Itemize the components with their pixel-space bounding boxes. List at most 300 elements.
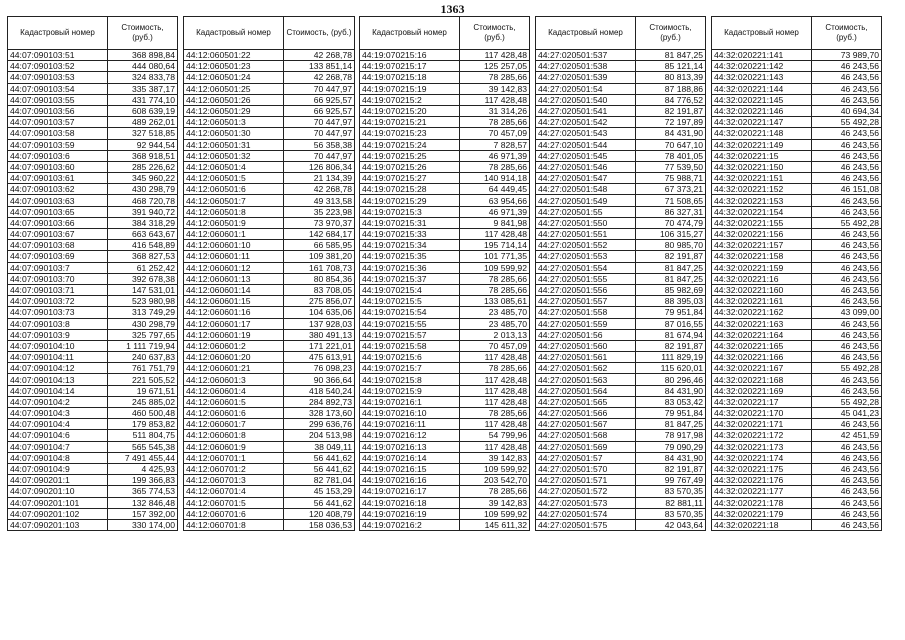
- cost-cell: 384 318,29: [108, 217, 178, 228]
- cadastral-number-cell: 44:27:020501:564: [536, 385, 636, 396]
- table-row: [536, 50, 706, 61]
- table-row: [360, 262, 530, 273]
- cadastral-number-cell: 44:27:020501:570: [536, 463, 636, 474]
- cadastral-number-cell: 44:32:020221:151: [712, 173, 812, 184]
- table-row: [184, 497, 355, 508]
- table-row: [360, 441, 530, 452]
- cadastral-number-cell: 44:32:020221:15: [712, 150, 812, 161]
- cadastral-number-cell: 44:19:070216:13: [360, 441, 460, 452]
- cadastral-number-cell: 44:19:070215:2: [360, 94, 460, 105]
- table-row: [8, 463, 178, 474]
- table-row: [8, 50, 178, 61]
- cost-cell: 70 457,09: [460, 340, 530, 351]
- cost-cell: 126 806,34: [284, 161, 355, 172]
- cadastral-number-cell: 44:32:020221:173: [712, 441, 812, 452]
- cadastral-table: [7, 16, 178, 531]
- cadastral-number-cell: 44:27:020501:547: [536, 173, 636, 184]
- cost-cell: 99 767,49: [636, 475, 706, 486]
- cost-cell: 157 392,00: [108, 508, 178, 519]
- cadastral-number-cell: 44:19:070215:54: [360, 307, 460, 318]
- cadastral-number-cell: 44:19:070216:18: [360, 497, 460, 508]
- cost-cell: 39 142,83: [460, 497, 530, 508]
- cadastral-number-cell: 44:12:060601:20: [184, 352, 284, 363]
- cadastral-number-cell: 44:32:020221:168: [712, 374, 812, 385]
- table-row: [536, 307, 706, 318]
- cost-cell: 63 954,66: [460, 195, 530, 206]
- cadastral-number-cell: 44:07:090104:7: [8, 441, 108, 452]
- cadastral-number-cell: 44:32:020221:159: [712, 262, 812, 273]
- cadastral-number-cell: 44:07:090103:67: [8, 229, 108, 240]
- cost-cell: 81 847,25: [636, 273, 706, 284]
- table-row: [360, 497, 530, 508]
- table-row: [712, 94, 882, 105]
- table-row: [8, 150, 178, 161]
- table-row: [712, 441, 882, 452]
- table-row: [360, 206, 530, 217]
- table-row: [536, 296, 706, 307]
- table-row: [184, 519, 355, 530]
- table-row: [184, 273, 355, 284]
- table-row: [536, 396, 706, 407]
- table-row: [184, 161, 355, 172]
- cost-cell: 78 285,66: [460, 363, 530, 374]
- table-row: [712, 519, 882, 530]
- table-row: [712, 105, 882, 116]
- cadastral-number-cell: 44:32:020221:141: [712, 50, 812, 61]
- table-row: [536, 139, 706, 150]
- table-row: [536, 117, 706, 128]
- cadastral-number-cell: 44:07:090103:63: [8, 195, 108, 206]
- header-cost: Стоимость, (руб.): [284, 17, 355, 50]
- cadastral-number-cell: 44:07:090103:71: [8, 284, 108, 295]
- cost-cell: 42 268,78: [284, 184, 355, 195]
- cost-cell: 142 684,17: [284, 229, 355, 240]
- table-row: [536, 206, 706, 217]
- header-cost: Стоимость, (руб.): [812, 17, 882, 50]
- table-row: [360, 363, 530, 374]
- cadastral-number-cell: 44:19:070216:2: [360, 519, 460, 530]
- cadastral-number-cell: 44:07:090103:70: [8, 273, 108, 284]
- cadastral-number-cell: 44:19:070216:1: [360, 396, 460, 407]
- cadastral-number-cell: 44:12:060601:8: [184, 430, 284, 441]
- cost-cell: 117 428,48: [460, 94, 530, 105]
- cost-cell: 125 257,05: [460, 61, 530, 72]
- cost-cell: 468 720,78: [108, 195, 178, 206]
- table-row: [360, 217, 530, 228]
- cadastral-number-cell: 44:32:020221:145: [712, 94, 812, 105]
- cadastral-number-cell: 44:32:020221:142: [712, 61, 812, 72]
- table-row: [536, 463, 706, 474]
- cadastral-number-cell: 44:19:070216:10: [360, 408, 460, 419]
- cost-cell: 49 313,58: [284, 195, 355, 206]
- table-row: [184, 262, 355, 273]
- cadastral-number-cell: 44:32:020221:164: [712, 329, 812, 340]
- table-row: [712, 430, 882, 441]
- cadastral-number-cell: 44:12:060601:11: [184, 251, 284, 262]
- cost-cell: 80 813,39: [636, 72, 706, 83]
- table-row: [536, 508, 706, 519]
- cadastral-table: [183, 16, 355, 531]
- table-row: [360, 284, 530, 295]
- table-row: [8, 206, 178, 217]
- cost-cell: 78 917,98: [636, 430, 706, 441]
- cadastral-number-cell: 44:32:020221:169: [712, 385, 812, 396]
- cadastral-number-cell: 44:12:060501:24: [184, 72, 284, 83]
- cost-cell: 46 243,56: [812, 463, 882, 474]
- cadastral-number-cell: 44:32:020221:158: [712, 251, 812, 262]
- cadastral-number-cell: 44:27:020501:552: [536, 240, 636, 251]
- cost-cell: 46 243,56: [812, 229, 882, 240]
- cost-cell: 84 776,52: [636, 94, 706, 105]
- tables-container: [7, 16, 900, 636]
- table-row: [712, 374, 882, 385]
- header-row: [536, 17, 706, 50]
- cadastral-number-cell: 44:12:060601:17: [184, 318, 284, 329]
- table-row: [712, 262, 882, 273]
- cadastral-number-cell: 44:12:060601:9: [184, 441, 284, 452]
- cadastral-number-cell: 44:07:090103:52: [8, 61, 108, 72]
- cost-cell: 85 982,69: [636, 284, 706, 295]
- table-row: [712, 139, 882, 150]
- cost-cell: 158 036,53: [284, 519, 355, 530]
- table-row: [184, 117, 355, 128]
- cost-cell: 46 243,56: [812, 352, 882, 363]
- cost-cell: 73 989,70: [812, 50, 882, 61]
- cadastral-number-cell: 44:07:090103:68: [8, 240, 108, 251]
- cost-cell: 87 016,55: [636, 318, 706, 329]
- table-row: [184, 475, 355, 486]
- cadastral-number-cell: 44:19:070216:15: [360, 463, 460, 474]
- cost-cell: 42 451,59: [812, 430, 882, 441]
- table-row: [8, 508, 178, 519]
- table-row: [712, 195, 882, 206]
- cadastral-number-cell: 44:32:020221:162: [712, 307, 812, 318]
- table-row: [360, 229, 530, 240]
- cost-cell: 46 243,56: [812, 284, 882, 295]
- cadastral-number-cell: 44:12:060501:29: [184, 105, 284, 116]
- table-row: [184, 508, 355, 519]
- cadastral-number-cell: 44:32:020221:167: [712, 363, 812, 374]
- cost-cell: 324 833,78: [108, 72, 178, 83]
- table-row: [184, 307, 355, 318]
- table-row: [536, 340, 706, 351]
- table-row: [360, 251, 530, 262]
- table-row: [184, 206, 355, 217]
- table-row: [184, 229, 355, 240]
- cadastral-number-cell: 44:19:070216:12: [360, 430, 460, 441]
- table-row: [712, 307, 882, 318]
- table-row: [712, 229, 882, 240]
- cost-cell: 82 191,87: [636, 463, 706, 474]
- cost-cell: 79 951,84: [636, 307, 706, 318]
- cadastral-number-cell: 44:07:090104:8: [8, 452, 108, 463]
- cadastral-number-cell: 44:27:020501:550: [536, 217, 636, 228]
- table-row: [184, 340, 355, 351]
- table-row: [360, 396, 530, 407]
- cost-cell: 195 714,14: [460, 240, 530, 251]
- cost-cell: 46 243,56: [812, 139, 882, 150]
- cadastral-number-cell: 44:12:060501:26: [184, 94, 284, 105]
- cost-cell: 46 243,56: [812, 508, 882, 519]
- cadastral-number-cell: 44:12:060501:32: [184, 150, 284, 161]
- cadastral-number-cell: 44:07:090103:51: [8, 50, 108, 61]
- table-row: [536, 363, 706, 374]
- cadastral-number-cell: 44:32:020221:156: [712, 229, 812, 240]
- table-row: [8, 385, 178, 396]
- table-row: [360, 430, 530, 441]
- cadastral-number-cell: 44:12:060601:12: [184, 262, 284, 273]
- cadastral-number-cell: 44:12:060601:4: [184, 385, 284, 396]
- table-row: [536, 251, 706, 262]
- cadastral-number-cell: 44:19:070215:25: [360, 150, 460, 161]
- cost-cell: 101 771,35: [460, 251, 530, 262]
- cadastral-number-cell: 44:07:090103:66: [8, 217, 108, 228]
- table-row: [712, 408, 882, 419]
- table-row: [712, 83, 882, 94]
- cadastral-number-cell: 44:27:020501:555: [536, 273, 636, 284]
- cost-cell: 78 285,66: [460, 117, 530, 128]
- cadastral-number-cell: 44:27:020501:557: [536, 296, 636, 307]
- cadastral-number-cell: 44:27:020501:549: [536, 195, 636, 206]
- table-row: [712, 240, 882, 251]
- cadastral-number-cell: 44:12:060601:6: [184, 408, 284, 419]
- table-row: [184, 184, 355, 195]
- cadastral-number-cell: 44:27:020501:559: [536, 318, 636, 329]
- cost-cell: 90 366,64: [284, 374, 355, 385]
- cadastral-number-cell: 44:27:020501:561: [536, 352, 636, 363]
- cost-cell: 475 613,91: [284, 352, 355, 363]
- cost-cell: 46 243,56: [812, 273, 882, 284]
- table-row: [536, 128, 706, 139]
- cadastral-number-cell: 44:07:090103:61: [8, 173, 108, 184]
- table-row: [712, 497, 882, 508]
- table-row: [536, 385, 706, 396]
- cost-cell: 46 243,56: [812, 251, 882, 262]
- table-row: [536, 329, 706, 340]
- cost-cell: 55 492,28: [812, 217, 882, 228]
- cadastral-number-cell: 44:07:090103:60: [8, 161, 108, 172]
- table-row: [360, 296, 530, 307]
- cadastral-number-cell: 44:27:020501:544: [536, 139, 636, 150]
- cost-cell: 81 847,25: [636, 50, 706, 61]
- table-row: [536, 195, 706, 206]
- header-row: [360, 17, 530, 50]
- cost-cell: 430 298,79: [108, 184, 178, 195]
- cadastral-number-cell: 44:19:070215:4: [360, 284, 460, 295]
- cadastral-number-cell: 44:12:060601:19: [184, 329, 284, 340]
- cost-cell: 46 243,56: [812, 296, 882, 307]
- table-row: [184, 430, 355, 441]
- table-row: [712, 486, 882, 497]
- cadastral-number-cell: 44:32:020221:165: [712, 340, 812, 351]
- cadastral-number-cell: 44:27:020501:566: [536, 408, 636, 419]
- table-row: [8, 419, 178, 430]
- table-row: [8, 296, 178, 307]
- cost-cell: 46 243,56: [812, 262, 882, 273]
- cost-cell: 83 570,35: [636, 508, 706, 519]
- cost-cell: 83 708,05: [284, 284, 355, 295]
- cost-cell: 46 243,56: [812, 441, 882, 452]
- cadastral-number-cell: 44:07:090104:6: [8, 430, 108, 441]
- cadastral-number-cell: 44:12:060701:1: [184, 452, 284, 463]
- table-row: [712, 217, 882, 228]
- cost-cell: 45 153,29: [284, 486, 355, 497]
- cost-cell: 81 847,25: [636, 419, 706, 430]
- cost-cell: 285 226,62: [108, 161, 178, 172]
- cost-cell: 161 708,73: [284, 262, 355, 273]
- cadastral-number-cell: 44:07:090103:7: [8, 262, 108, 273]
- cadastral-number-cell: 44:32:020221:161: [712, 296, 812, 307]
- table-row: [8, 497, 178, 508]
- cadastral-number-cell: 44:32:020221:149: [712, 139, 812, 150]
- cost-cell: 117 428,48: [460, 229, 530, 240]
- table-row: [536, 72, 706, 83]
- cost-cell: 431 774,10: [108, 94, 178, 105]
- cost-cell: 77 539,50: [636, 161, 706, 172]
- cadastral-number-cell: 44:32:020221:175: [712, 463, 812, 474]
- table-row: [184, 396, 355, 407]
- cost-cell: 523 980,98: [108, 296, 178, 307]
- cadastral-number-cell: 44:32:020221:179: [712, 508, 812, 519]
- cadastral-number-cell: 44:07:090103:6: [8, 150, 108, 161]
- cost-cell: 55 492,28: [812, 396, 882, 407]
- cadastral-number-cell: 44:27:020501:541: [536, 105, 636, 116]
- cost-cell: 327 518,85: [108, 128, 178, 139]
- cost-cell: 46 243,56: [812, 329, 882, 340]
- table-row: [536, 161, 706, 172]
- table-row: [360, 452, 530, 463]
- cost-cell: 70 447,97: [284, 128, 355, 139]
- cadastral-number-cell: 44:19:070216:14: [360, 452, 460, 463]
- cost-cell: 179 853,82: [108, 419, 178, 430]
- cost-cell: 380 491,13: [284, 329, 355, 340]
- cadastral-number-cell: 44:19:070215:5: [360, 296, 460, 307]
- table-row: [536, 452, 706, 463]
- cost-cell: 43 099,00: [812, 307, 882, 318]
- table-row: [8, 452, 178, 463]
- header-cost: Стоимость, (руб.): [460, 17, 530, 50]
- cadastral-number-cell: 44:19:070215:18: [360, 72, 460, 83]
- cost-cell: 46 243,56: [812, 419, 882, 430]
- cadastral-number-cell: 44:12:060501:8: [184, 206, 284, 217]
- table-row: [8, 441, 178, 452]
- cadastral-number-cell: 44:07:090103:59: [8, 139, 108, 150]
- cost-cell: 70 447,97: [284, 83, 355, 94]
- table-row: [712, 72, 882, 83]
- cost-cell: 92 944,54: [108, 139, 178, 150]
- cost-cell: 46 243,56: [812, 240, 882, 251]
- cadastral-number-cell: 44:12:060701:8: [184, 519, 284, 530]
- table-row: [712, 508, 882, 519]
- cost-cell: 46 243,56: [812, 519, 882, 530]
- table-row: [360, 105, 530, 116]
- cost-cell: 78 285,66: [460, 408, 530, 419]
- cadastral-number-cell: 44:32:020221:143: [712, 72, 812, 83]
- cadastral-number-cell: 44:27:020501:558: [536, 307, 636, 318]
- table-row: [536, 441, 706, 452]
- cadastral-number-cell: 44:27:020501:575: [536, 519, 636, 530]
- cost-cell: 79 951,84: [636, 408, 706, 419]
- table-row: [360, 385, 530, 396]
- table-row: [184, 251, 355, 262]
- cost-cell: 88 395,03: [636, 296, 706, 307]
- cost-cell: 86 327,31: [636, 206, 706, 217]
- cost-cell: 75 988,71: [636, 173, 706, 184]
- table-row: [712, 251, 882, 262]
- cadastral-number-cell: 44:07:090104:10: [8, 340, 108, 351]
- table-row: [360, 329, 530, 340]
- cadastral-number-cell: 44:32:020221:146: [712, 105, 812, 116]
- table-row: [712, 184, 882, 195]
- header-cadastral-number: Кадастровый номер: [360, 17, 460, 50]
- table-row: [360, 128, 530, 139]
- table-row: [536, 94, 706, 105]
- cost-cell: 663 643,67: [108, 229, 178, 240]
- cost-cell: 46 971,39: [460, 206, 530, 217]
- cadastral-number-cell: 44:12:060701:6: [184, 508, 284, 519]
- cadastral-number-cell: 44:07:090103:9: [8, 329, 108, 340]
- cadastral-number-cell: 44:27:020501:542: [536, 117, 636, 128]
- cadastral-number-cell: 44:12:060501:23: [184, 61, 284, 72]
- cadastral-number-cell: 44:07:090103:56: [8, 105, 108, 116]
- cost-cell: 23 485,70: [460, 307, 530, 318]
- header-cost: Стоимость, (руб.): [636, 17, 706, 50]
- cost-cell: 115 620,01: [636, 363, 706, 374]
- table-row: [712, 273, 882, 284]
- cost-cell: 70 457,09: [460, 128, 530, 139]
- cost-cell: 71 508,65: [636, 195, 706, 206]
- cadastral-number-cell: 44:07:090104:4: [8, 419, 108, 430]
- cadastral-number-cell: 44:12:060501:9: [184, 217, 284, 228]
- table-row: [536, 105, 706, 116]
- table-row: [536, 408, 706, 419]
- cost-cell: 46 243,56: [812, 374, 882, 385]
- cost-cell: 335 387,17: [108, 83, 178, 94]
- cadastral-number-cell: 44:12:060701:4: [184, 486, 284, 497]
- cost-cell: 368 898,84: [108, 50, 178, 61]
- cadastral-number-cell: 44:32:020221:163: [712, 318, 812, 329]
- cost-cell: 70 447,97: [284, 117, 355, 128]
- cadastral-number-cell: 44:12:060601:13: [184, 273, 284, 284]
- cost-cell: 56 441,62: [284, 463, 355, 474]
- cost-cell: 240 637,83: [108, 352, 178, 363]
- cost-cell: 78 285,66: [460, 486, 530, 497]
- cost-cell: 39 142,83: [460, 452, 530, 463]
- table-row: [184, 72, 355, 83]
- cost-cell: 84 431,90: [636, 128, 706, 139]
- cost-cell: 64 449,45: [460, 184, 530, 195]
- cadastral-number-cell: 44:12:060701:3: [184, 475, 284, 486]
- cost-cell: 80 854,36: [284, 273, 355, 284]
- table-row: [712, 296, 882, 307]
- table-row: [360, 61, 530, 72]
- cadastral-number-cell: 44:12:060601:1: [184, 229, 284, 240]
- table-row: [184, 296, 355, 307]
- table-row: [712, 463, 882, 474]
- table-row: [184, 463, 355, 474]
- table-row: [712, 117, 882, 128]
- cadastral-number-cell: 44:07:090201:10: [8, 486, 108, 497]
- cadastral-number-cell: 44:07:090104:2: [8, 396, 108, 407]
- table-row: [536, 497, 706, 508]
- cost-cell: 133 085,61: [460, 296, 530, 307]
- table-row: [184, 83, 355, 94]
- cadastral-number-cell: 44:27:020501:560: [536, 340, 636, 351]
- cost-cell: 608 639,19: [108, 105, 178, 116]
- table-row: [184, 385, 355, 396]
- table-row: [360, 72, 530, 83]
- cost-cell: 83 053,42: [636, 396, 706, 407]
